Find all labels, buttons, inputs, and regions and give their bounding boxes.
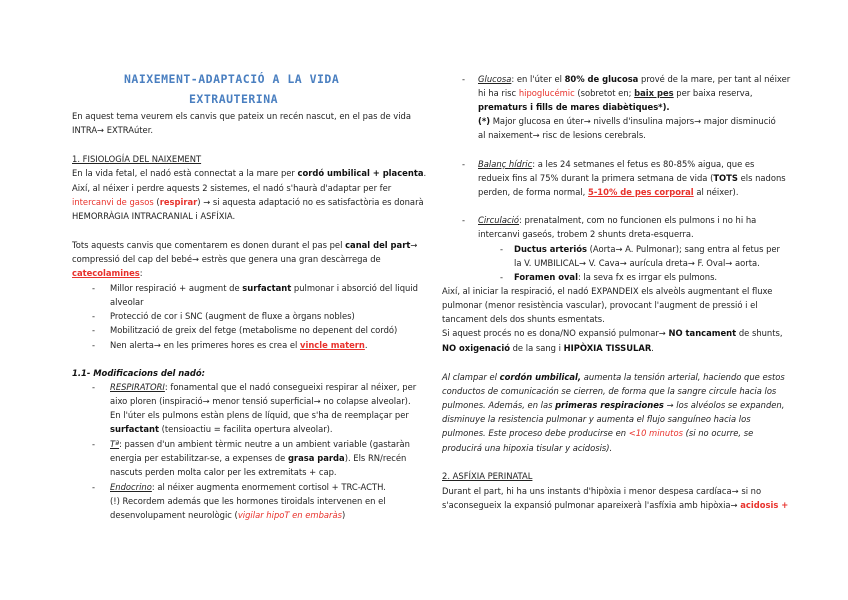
list-item: Ductus arteriós (Aorta→ A. Pulmonar); sang entra al fetus per <box>514 244 781 254</box>
list-bullet: - <box>92 482 96 492</box>
list-item: hi ha risc hipoglucémic (sobretot en; baix pes per baixa reserva, <box>478 88 753 98</box>
paragraph-line: compressió del cap del bebé→ estrès que genera una gran descàrrega de <box>72 254 381 264</box>
list-bullet: - <box>92 340 96 350</box>
paragraph-line: s'aconsegueix la expansió pulmonar apareixerà l'asfíxia amb hipòxia→ acidosis + <box>442 500 789 510</box>
list-item: (*) Major glucosa en úter→ nivells d'insulina majors→ major disminució <box>478 116 776 126</box>
paragraph-line: conductos de comunicación se cierren, de forma que la sangre circule hacia los <box>442 386 777 396</box>
paragraph-line: pulmones. Además, en las primeras respiraciones → los alvéolos se expanden, <box>442 400 785 410</box>
section-heading-fisiologia: 1. FISIOLOGÍA DEL NAIXEMENT <box>72 154 202 164</box>
paragraph-line: Al clampar el cordón umbilical, aumenta la tensión arterial, haciendo que estos <box>442 372 785 382</box>
list-bullet: - <box>500 272 504 282</box>
paragraph-line: HEMORRÀGIA INTRACRANIAL i ASFÍXIA. <box>72 211 236 221</box>
paragraph-line: pulmones. Este proceso debe producirse en <10 minutos (si no ocurre, se <box>442 428 754 438</box>
list-item: perden, de forma normal, 5-10% de pes corporal al néixer). <box>478 187 739 197</box>
paragraph-line: Tots aquests canvis que comentarem es donen durant el pas pel canal del part→ <box>72 240 418 250</box>
list-item: (!) Recordem además que les hormones tiroidals intervenen en el <box>110 496 386 506</box>
list-item: surfactant (tensioactiu = facilita opertura alveolar). <box>110 424 333 434</box>
list-item: Mobilització de greix del fetge (metabolisme no depenent del cordó) <box>110 325 398 335</box>
list-item: Circulació: prenatalment, com no funcionen els pulmons i no hi ha <box>478 215 757 225</box>
section-heading-asfixia: 2. ASFÍXIA PERINATAL <box>442 471 533 481</box>
intro-line: INTRA→ EXTRAúter. <box>72 125 154 135</box>
paragraph-line: pulmonar (menor resistència vascular), provocant l'augment de pressió i el <box>442 300 758 310</box>
list-item: Millor respiració + augment de surfactant pulmonar i absorció del liquid <box>110 283 418 293</box>
list-item: Glucosa: en l'úter el 80% de glucosa prové de la mare, per tant al néixer <box>478 74 791 84</box>
list-item: prematurs i fills de mares diabètiques*). <box>478 102 670 112</box>
paragraph-line: En la vida fetal, el nadó està connectat a la mare per cordó umbilical + placenta. <box>72 168 427 178</box>
list-item: la V. UMBILICAL→ V. Cava→ aurícula dreta→ F. Oval→ aorta. <box>514 258 760 268</box>
paragraph-line: producirá una hipoxia tisular y acidosis). <box>442 443 613 453</box>
list-item: energia per estabilitzar-se, a expenses de grasa parda). Els RN/recén <box>110 453 407 463</box>
list-item: aixo ploren (inspiració→ menor tensió superficial→ no colapse alveolar). <box>110 396 411 406</box>
paragraph-line: tancament dels dos shunts esmentats. <box>442 314 605 324</box>
list-item: Protecció de cor i SNC (augment de fluxe a òrgans nobles) <box>110 311 355 321</box>
list-item: Balanç hídric: a les 24 setmanes el fetus es 80-85% aigua, que es <box>478 159 755 169</box>
list-bullet: - <box>462 215 466 225</box>
list-bullet: - <box>92 283 96 293</box>
list-item: Foramen oval: la seva fx es irrgar els pulmons. <box>514 272 718 282</box>
list-bullet: - <box>462 159 466 169</box>
list-item: En l'úter els pulmons estàn plens de líquid, que s'ha de reemplaçar per <box>110 410 409 420</box>
list-bullet: - <box>92 382 96 392</box>
section-heading-modificacions: 1.1- Modificacions del nadó: <box>72 368 206 378</box>
list-item: alveolar <box>110 297 144 307</box>
list-bullet: - <box>92 311 96 321</box>
paragraph-line: Si aquest procés no es dona/NO expansió pulmonar→ NO tancament de shunts, <box>442 328 783 338</box>
list-item: RESPIRATORI: fonamental que el nadó consegueixi respirar al néixer, per <box>110 382 417 392</box>
list-bullet: - <box>462 74 466 84</box>
page-title-line1: NAIXEMENT-ADAPTACIÓ A LA VIDA <box>124 72 340 86</box>
list-item: Nen alerta→ en les primeres hores es crea el vincle matern. <box>110 340 368 350</box>
list-item: redueix fins al 75% durant la primera setmana de vida (TOTS els nadons <box>478 173 786 183</box>
paragraph-line: Durant el part, hi ha uns instants d'hipòxia i menor despesa cardíaca→ si no <box>442 486 762 496</box>
list-item: al naixement→ risc de lesions cerebrals. <box>478 130 646 140</box>
list-bullet: - <box>92 439 96 449</box>
intro-line: En aquest tema veurem els canvis que pateix un recén nascut, en el pas de vida <box>72 111 411 121</box>
paragraph-line: NO oxigenació de la sang i HIPÒXIA TISSULAR. <box>442 343 654 353</box>
list-item: nascuts perden molta calor per les extremitats + cap. <box>110 467 337 477</box>
paragraph-line: catecolamines: <box>72 268 143 278</box>
page-title-line2: EXTRAUTERINA <box>189 92 279 106</box>
paragraph-line: disminuye la resistencia pulmonar y aumenta el flujo sanguíneo hacia los <box>442 414 751 424</box>
list-item: Tª: passen d'un ambient tèrmic neutre a un ambient variable (gastaràn <box>110 439 410 449</box>
list-item: Endocrino: al néixer augmenta enormement cortisol + TRC-ACTH. <box>110 482 386 492</box>
list-bullet: - <box>92 325 96 335</box>
paragraph-line: intercanvi de gasos (respirar) → si aquesta adaptació no es satisfactòria es donarà <box>72 197 424 207</box>
paragraph-line: Així, al néixer i perdre aquests 2 sistemes, el nadó s'haurà d'adaptar per fer <box>72 183 392 193</box>
paragraph-line: Així, al iniciar la respiració, el nadó EXPANDEIX els alveòls augmentant el fluxe <box>442 286 773 296</box>
list-bullet: - <box>500 244 504 254</box>
list-item: desenvolupament neurològic (vigilar hipoT en embaràs) <box>110 510 346 520</box>
list-item: intercanvi gaseós, trobem 2 shunts dreta-esquerra. <box>478 229 694 239</box>
